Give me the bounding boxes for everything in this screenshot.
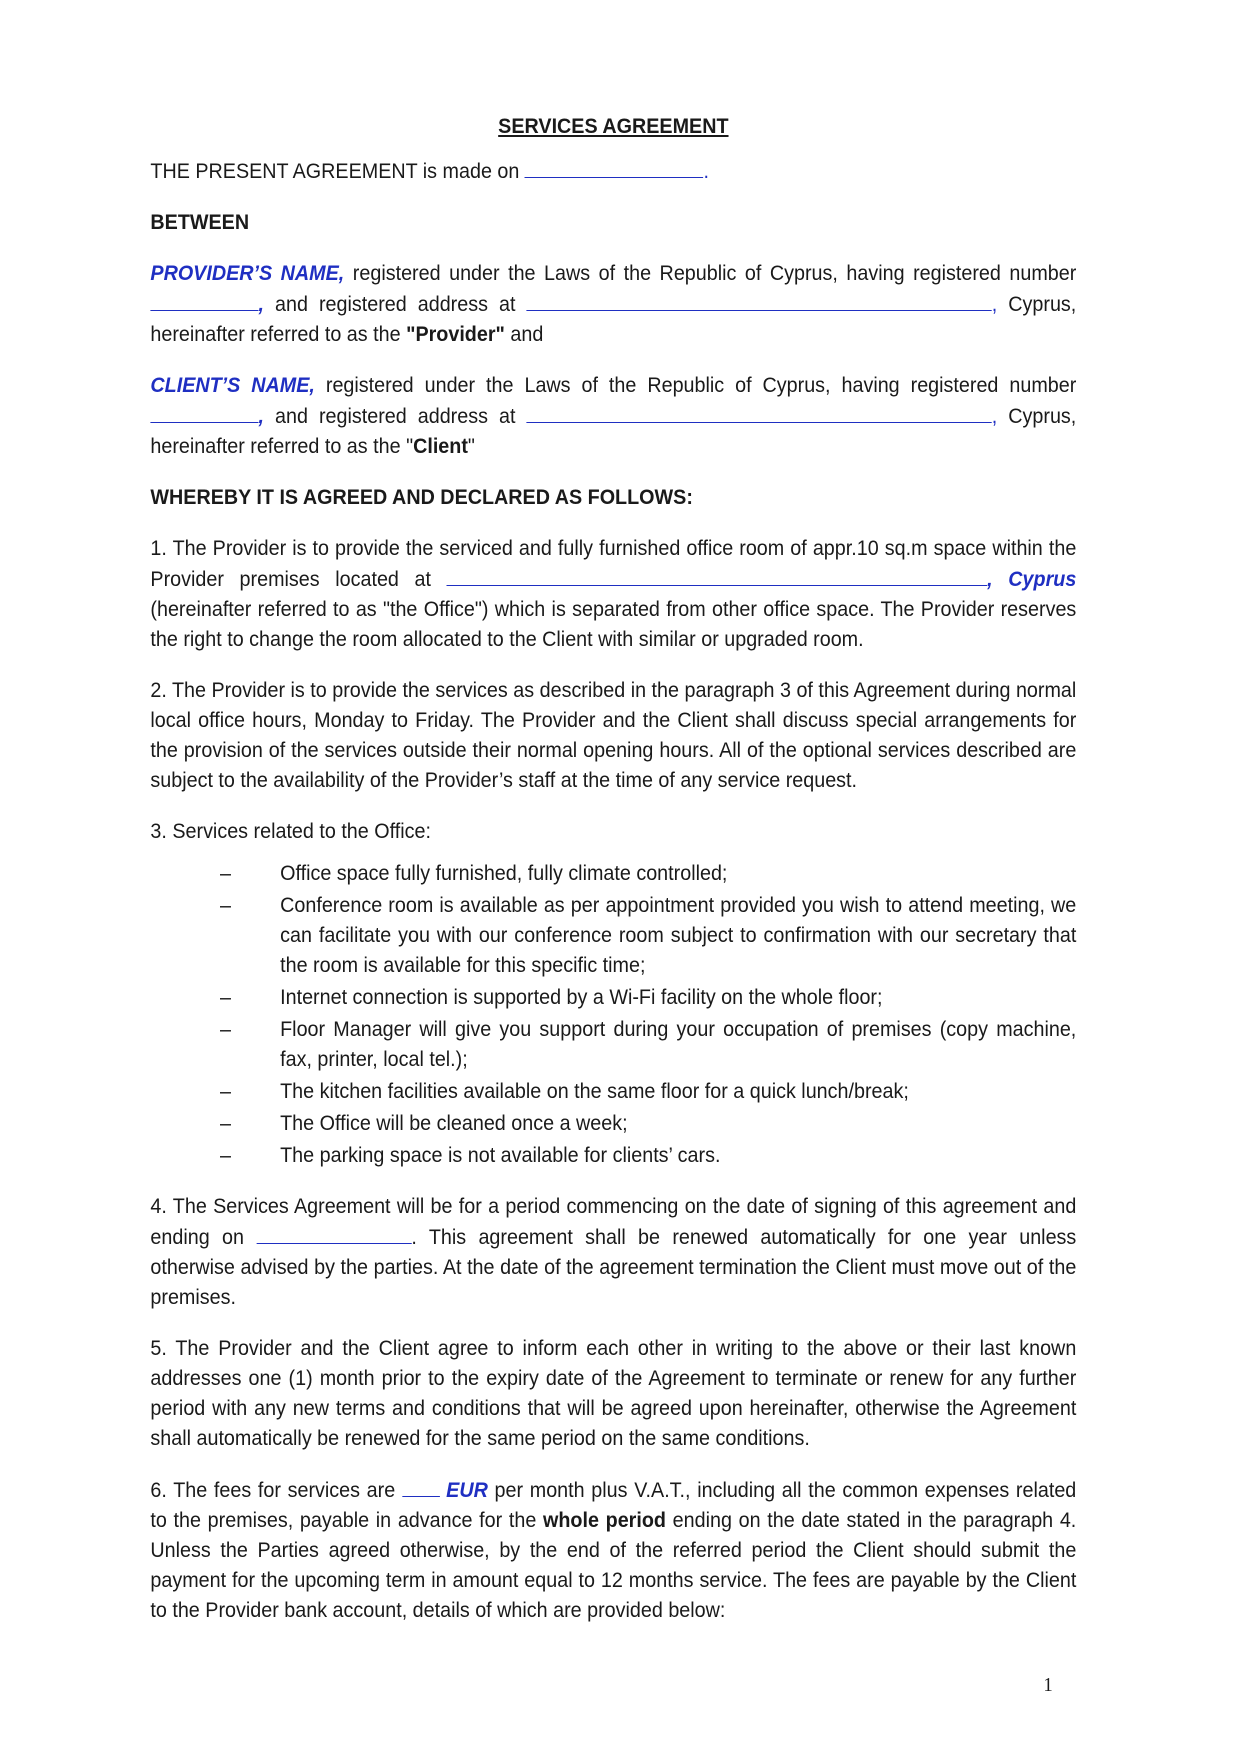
dash-bullet: – xyxy=(219,862,231,885)
service-text: The parking space is not available for clients’ cars. xyxy=(280,1144,721,1167)
client-comma: , xyxy=(258,405,264,428)
service-text: Internet connection is supported by a Wi-Fi facility on the whole floor; xyxy=(280,986,883,1009)
page-number: 1 xyxy=(1043,1674,1053,1696)
client-address-blank[interactable] xyxy=(526,401,991,423)
dash-bullet: – xyxy=(219,1112,231,1135)
clause-6-text-b: per month plus V.A.T., including all the common expenses related to the premises, payable in advance for the xyxy=(150,1479,1077,1532)
provider-text-1: registered under the Laws of the Republic of Cyprus, having registered number xyxy=(352,262,1077,285)
client-text-2: and registered address at xyxy=(275,405,516,428)
agreement-date-blank[interactable] xyxy=(525,156,704,178)
service-text: The Office will be cleaned once a week; xyxy=(280,1112,628,1135)
between-heading xyxy=(150,208,1076,238)
clause-6-text-c: ending on the date stated in the paragraph 4. Unless the Parties agreed otherwise, by the end of the referred period the Client should submit the payment for the upcoming term in amount equal to 12 months service. The fees are payable by the Client to the Provider bank account, details of which are provided below: xyxy=(150,1509,1077,1622)
client-address-comma: , xyxy=(991,405,998,428)
clause-4 xyxy=(150,1192,1076,1313)
dash-bullet: – xyxy=(219,1018,231,1041)
list-item xyxy=(150,1015,1076,1075)
between-label: BETWEEN xyxy=(150,211,250,234)
clause-4-text-b: . This agreement shall be renewed automatically for one year unless otherwise advised by the parties. At the date of the agreement termination the Client must move out of the premises. xyxy=(150,1226,1077,1309)
provider-address-comma: , xyxy=(991,293,998,316)
office-location-blank[interactable] xyxy=(447,564,988,586)
client-paragraph xyxy=(150,371,1076,462)
services-list xyxy=(150,859,1076,1171)
clause-4-text-a: 4. The Services Agreement will be for a period commencing on the date of signing of this agreement and ending on xyxy=(150,1195,1077,1249)
list-item xyxy=(150,891,1076,981)
provider-registration-number-blank[interactable] xyxy=(150,289,258,311)
list-item xyxy=(150,1077,1076,1107)
client-label: Client xyxy=(413,435,468,458)
dash-bullet: – xyxy=(219,1144,231,1167)
end-date-blank[interactable] xyxy=(256,1222,411,1244)
provider-text-4: and xyxy=(510,323,544,346)
service-text: Office space fully furnished, fully climate controlled; xyxy=(280,862,728,885)
clause-5: 5. The Provider and the Client agree to inform each other in writing to the above or their last known addresses one (1) month prior to the expiry date of the Agreement to terminate or renew for any further period with any new terms and conditions that will be agreed upon hereinafter, otherwise the Agreement shall automatically be renewed for the same period on the same conditions. xyxy=(150,1337,1077,1450)
clause-2: 2. The Provider is to provide the services as described in the paragraph 3 of this Agreement during normal local office hours, Monday to Friday. The Provider and the Client shall discuss special arrangements for the provision of the services outside their normal opening hours. All of the optional services described are subject to the availability of the Provider’s staff at the time of any service request. xyxy=(150,679,1077,792)
fee-currency: EUR xyxy=(446,1479,488,1502)
clause-6 xyxy=(150,1475,1076,1626)
dash-bullet: – xyxy=(219,894,231,917)
service-text: The kitchen facilities available on the same floor for a quick lunch/break; xyxy=(280,1080,909,1103)
clause-1-cyprus: , Cyprus xyxy=(987,568,1077,591)
client-registration-number-blank[interactable] xyxy=(150,401,258,423)
clause-1-text-b: (hereinafter referred to as "the Office") which is separated from other office space. The Provider reserves the right to change the room allocated to the Client with similar or upgraded room. xyxy=(150,598,1077,651)
client-text-1: registered under the Laws of the Republic of Cyprus, having registered number xyxy=(325,374,1077,397)
document-title: SERVICES AGREEMENT xyxy=(498,115,729,138)
provider-paragraph xyxy=(150,259,1076,350)
list-item xyxy=(150,983,1076,1013)
service-text: Conference room is available as per appointment provided you wish to attend meeting, we can facilitate you with our conference room subject to confirmation with our secretary that the room is available for this specific time; xyxy=(280,894,1077,977)
list-item xyxy=(150,859,1076,889)
list-item xyxy=(150,1141,1076,1171)
intro-text: THE PRESENT AGREEMENT is made on xyxy=(150,160,520,183)
service-text: Floor Manager will give you support during your occupation of premises (copy machine, fax, printer, local tel.); xyxy=(280,1018,1077,1071)
provider-address-blank[interactable] xyxy=(526,289,991,311)
dash-bullet: – xyxy=(219,1080,231,1103)
fee-amount-blank[interactable] xyxy=(402,1475,440,1497)
provider-text-2: and registered address at xyxy=(275,293,516,316)
client-text-4: " xyxy=(467,435,475,458)
date-period: . xyxy=(703,160,709,183)
provider-comma: , xyxy=(258,293,264,316)
agreement-date-line xyxy=(150,156,1076,187)
whereby-label: WHEREBY IT IS AGREED AND DECLARED AS FOLLOWS: xyxy=(150,486,693,509)
clause-1-text-a: 1. The Provider is to provide the serviced and fully furnished office room of appr.10 sq.m space within the Provider premises located at xyxy=(150,537,1077,591)
dash-bullet: – xyxy=(219,986,231,1009)
clause-3-heading: 3. Services related to the Office: xyxy=(150,820,431,843)
clause-6-bold: whole period xyxy=(543,1509,666,1532)
client-text-3: Cyprus, hereinafter referred to as the " xyxy=(150,405,1077,458)
list-item xyxy=(150,1109,1076,1139)
whereby-heading xyxy=(150,483,1076,513)
provider-label: "Provider" xyxy=(406,323,505,346)
provider-name: PROVIDER’S NAME, xyxy=(150,262,345,285)
client-name: CLIENT’S NAME, xyxy=(150,374,315,397)
document-body xyxy=(150,112,1076,1647)
clause-6-text-a: 6. The fees for services are xyxy=(150,1479,396,1502)
provider-text-3: Cyprus, hereinafter referred to as the xyxy=(150,293,1077,346)
clause-1 xyxy=(150,534,1076,655)
